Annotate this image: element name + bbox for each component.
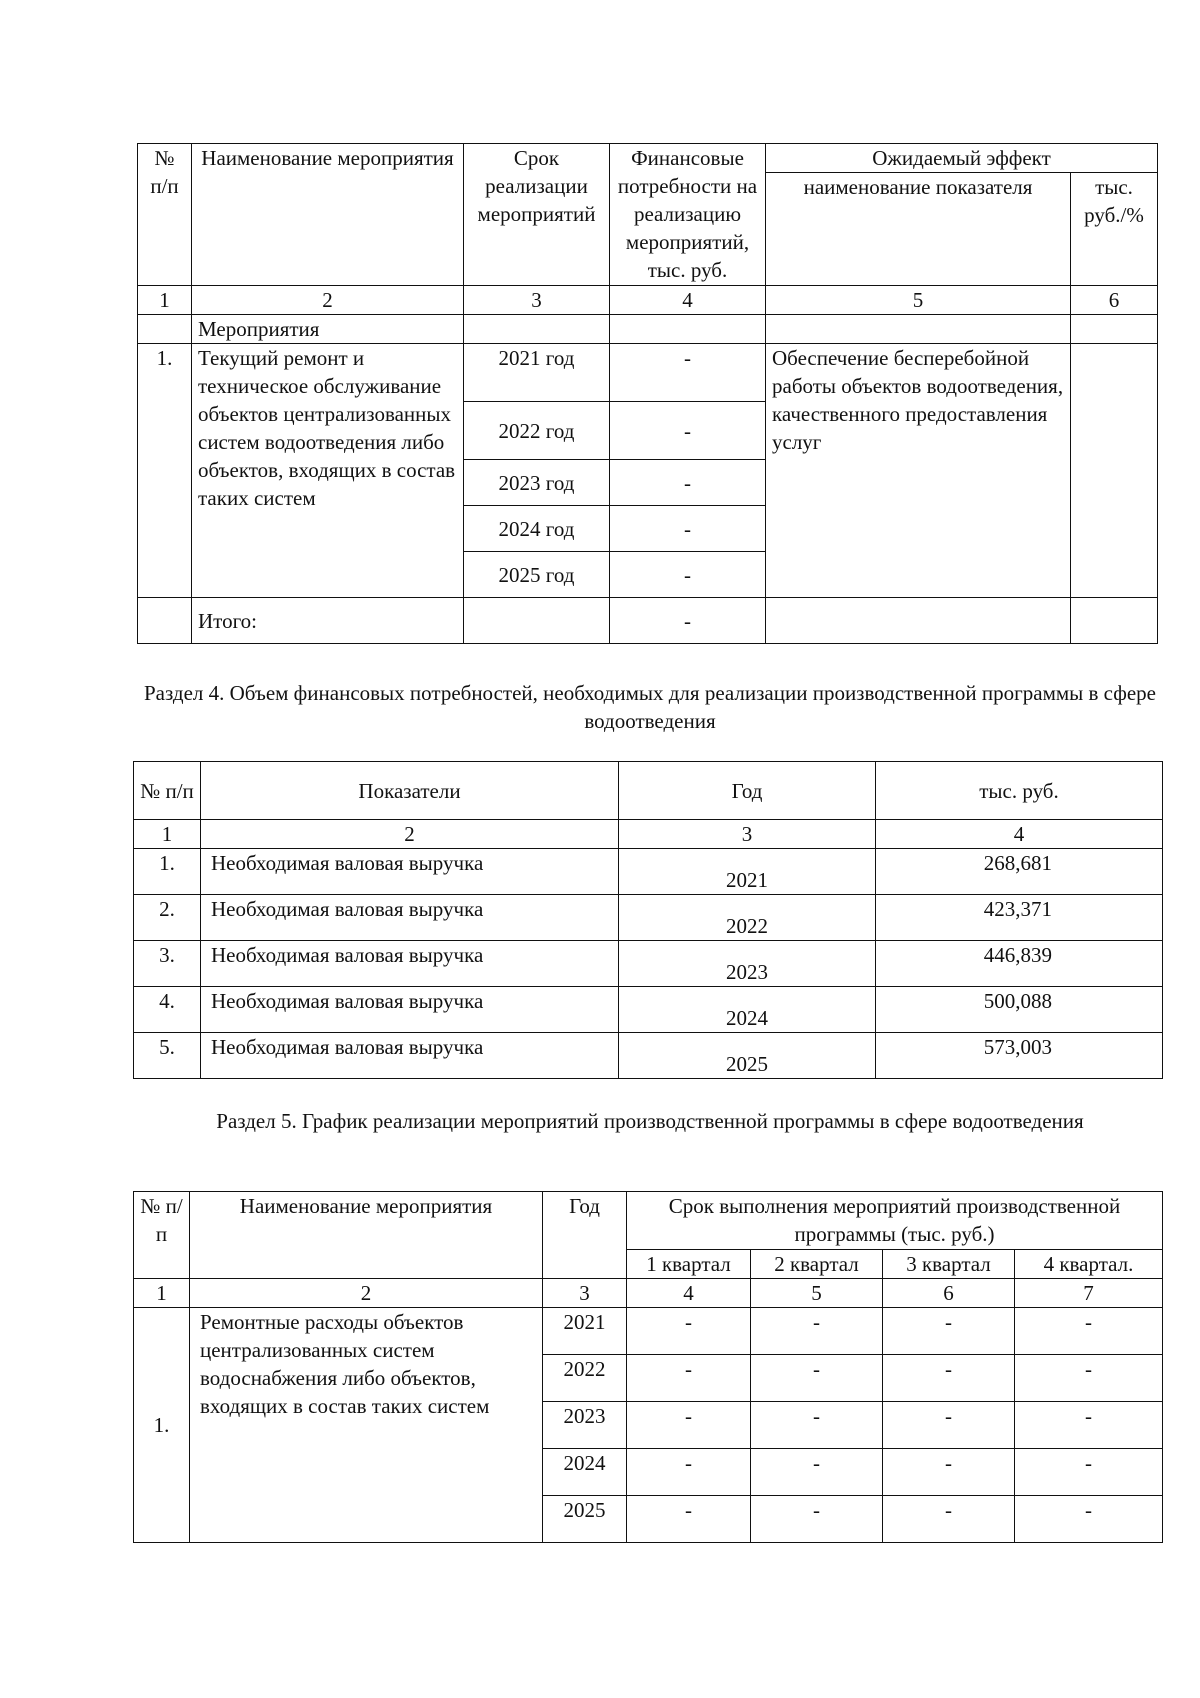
header-name: Наименование мероприятия [190,1192,543,1279]
column-numbers-row [134,1279,1163,1308]
header-quarter-2: 2 квартал [751,1250,883,1279]
header-num: № п/п [134,1192,190,1279]
table-row [134,987,1163,1033]
header-term: Срок реализации мероприятий [464,144,610,286]
row-num: 4. [134,987,201,1033]
row-year: 2021 [543,1308,627,1355]
item-value: - [610,506,766,552]
row-q2: - [751,1449,883,1496]
row-year: 2022 [619,895,876,941]
total-row [138,598,1158,644]
table-row [134,941,1163,987]
row-year: 2021 [619,849,876,895]
col-number: 1 [134,1279,190,1308]
row-year: 2024 [619,987,876,1033]
row-q3: - [883,1308,1015,1355]
row-q3: - [883,1496,1015,1543]
row-num: 3. [134,941,201,987]
row-q4: - [1015,1496,1163,1543]
row-q4: - [1015,1355,1163,1402]
table-row [138,344,1158,402]
col-number: 1 [134,820,201,849]
item-year: 2023 год [464,460,610,506]
header-year: Год [543,1192,627,1279]
item-value: - [610,460,766,506]
header-finance: Финансовые потребности на реализацию мероприятий, тыс. руб. [610,144,766,286]
header-name: Наименование мероприятия [192,144,464,286]
item-year: 2025 год [464,552,610,598]
column-numbers-row [134,820,1163,849]
column-numbers-row [138,286,1158,315]
section-label-row [138,315,1158,344]
row-q4: - [1015,1308,1163,1355]
col-number: 4 [876,820,1163,849]
col-number: 3 [543,1279,627,1308]
col-number: 5 [751,1279,883,1308]
header-quarter-4: 4 квартал. [1015,1250,1163,1279]
row-year: 2024 [543,1449,627,1496]
row-num: 5. [134,1033,201,1079]
header-amount: тыс. руб. [876,762,1163,820]
schedule-table [133,1191,1163,1543]
header-effect: Ожидаемый эффект [766,144,1158,173]
col-number: 6 [1071,286,1158,315]
row-q2: - [751,1402,883,1449]
row-amount: 573,003 [876,1033,1163,1079]
total-value: - [610,598,766,644]
item-year: 2022 год [464,402,610,460]
item-num: 1. [134,1308,190,1543]
financial-needs-table [133,761,1163,1079]
total-label: Итого: [192,598,464,644]
row-q3: - [883,1355,1015,1402]
col-number: 6 [883,1279,1015,1308]
section-label: Мероприятия [192,315,464,344]
col-number: 4 [627,1279,751,1308]
row-amount: 446,839 [876,941,1163,987]
row-indicator: Необходимая валовая выручка [201,1033,619,1079]
section-5-title: Раздел 5. График реализации мероприятий производственной программы в сфере водоотведения [216,1109,1084,1133]
header-quarter-3: 3 квартал [883,1250,1015,1279]
table-row [134,1308,1163,1355]
item-value: - [610,344,766,402]
item-value: - [610,552,766,598]
item-num: 1. [138,344,192,598]
item-value: - [610,402,766,460]
row-indicator: Необходимая валовая выручка [201,987,619,1033]
col-number: 2 [201,820,619,849]
row-amount: 500,088 [876,987,1163,1033]
row-indicator: Необходимая валовая выручка [201,849,619,895]
row-q1: - [627,1449,751,1496]
row-q4: - [1015,1449,1163,1496]
table-row [134,895,1163,941]
row-q1: - [627,1308,751,1355]
header-year: Год [619,762,876,820]
header-term: Срок выполнения мероприятий производственной программы (тыс. руб.) [627,1192,1163,1250]
activities-table [137,143,1158,644]
row-q1: - [627,1402,751,1449]
row-q4: - [1015,1402,1163,1449]
row-year: 2023 [543,1402,627,1449]
col-number: 4 [610,286,766,315]
row-year: 2022 [543,1355,627,1402]
item-name: Ремонтные расходы объектов централизованных систем водоснабжения либо объектов, входящих в состав таких систем [190,1308,543,1543]
col-number: 3 [619,820,876,849]
row-indicator: Необходимая валовая выручка [201,941,619,987]
item-year: 2024 год [464,506,610,552]
row-q2: - [751,1308,883,1355]
row-indicator: Необходимая валовая выручка [201,895,619,941]
item-year: 2021 год [464,344,610,402]
header-unit: тыс. руб./% [1071,173,1158,286]
row-q2: - [751,1496,883,1543]
row-q2: - [751,1355,883,1402]
header-quarter-1: 1 квартал [627,1250,751,1279]
table-row [134,1033,1163,1079]
section-4-title: Раздел 4. Объем финансовых потребностей, необходимых для реализации производственной программы в сфере водоотведения [143,681,1157,733]
row-q3: - [883,1402,1015,1449]
row-num: 2. [134,895,201,941]
header-num: № п/п [134,762,201,820]
col-number: 7 [1015,1279,1163,1308]
col-number: 2 [192,286,464,315]
header-indicator: Показатели [201,762,619,820]
row-q1: - [627,1355,751,1402]
row-q1: - [627,1496,751,1543]
row-q3: - [883,1449,1015,1496]
row-amount: 268,681 [876,849,1163,895]
col-number: 5 [766,286,1071,315]
table-row [134,849,1163,895]
header-indicator: наименование показателя [766,173,1071,286]
row-amount: 423,371 [876,895,1163,941]
row-year: 2025 [543,1496,627,1543]
col-number: 1 [138,286,192,315]
item-effect: Обеспечение бесперебойной работы объектов водоотведения, качественного предоставления услуг [766,344,1071,598]
item-name: Текущий ремонт и техническое обслуживание объектов централизованных систем водоотведения либо объектов, входящих в состав таких систем [192,344,464,598]
row-num: 1. [134,849,201,895]
col-number: 3 [464,286,610,315]
row-year: 2025 [619,1033,876,1079]
row-year: 2023 [619,941,876,987]
col-number: 2 [190,1279,543,1308]
header-num: № п/п [138,144,192,286]
